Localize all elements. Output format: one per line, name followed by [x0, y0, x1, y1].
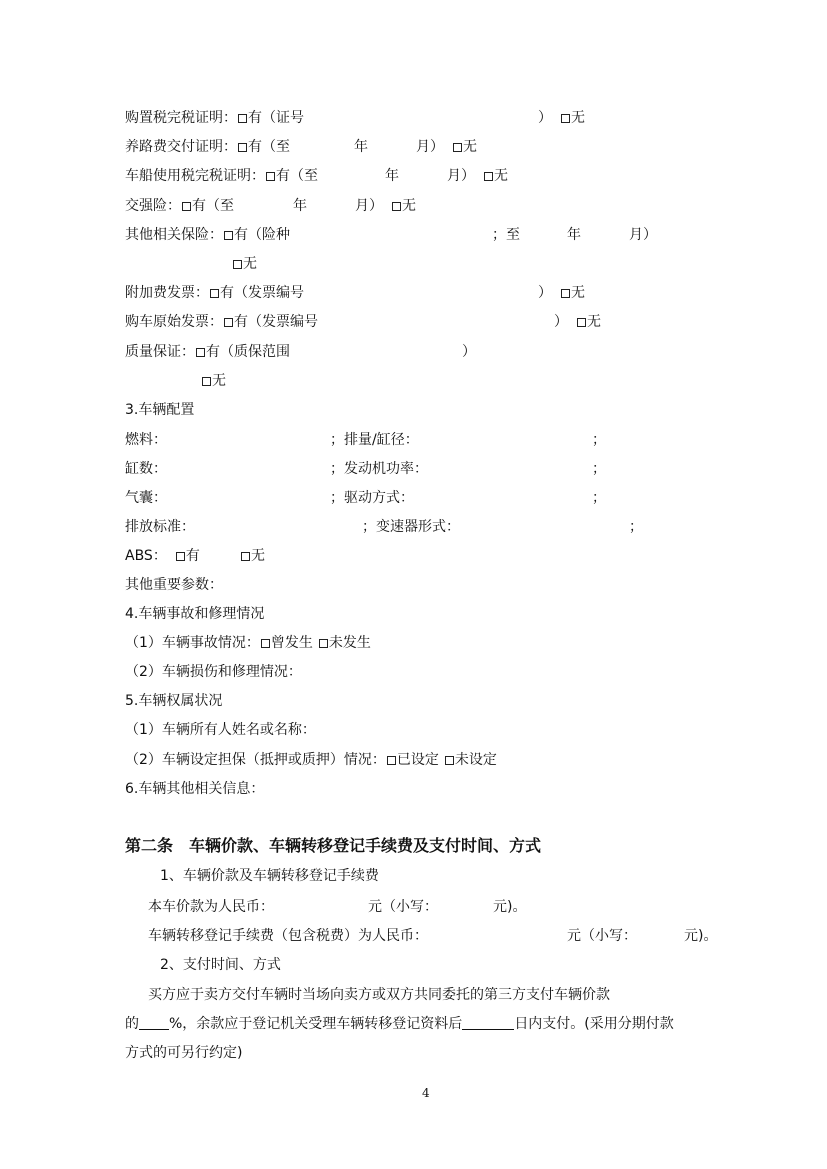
no-label: 无 — [402, 198, 416, 214]
compulsory-insurance-line — [125, 197, 234, 215]
yes-until: 有（至 — [192, 198, 234, 214]
cylinders-label: 缸数： — [125, 461, 167, 477]
purchase-tax-label: 购置税完税证明： — [125, 110, 237, 126]
displacement-field — [330, 431, 419, 449]
checkbox[interactable] — [261, 639, 270, 648]
semicolon: ； — [330, 461, 344, 477]
close-paren: ） — [538, 110, 552, 126]
text-segment: 的 — [125, 1016, 139, 1032]
yes-invoice-no: 有（发票编号 — [234, 314, 318, 330]
semicolon: ； — [330, 432, 344, 448]
semicolon: ； — [592, 490, 606, 506]
original-invoice-end — [554, 313, 601, 331]
checkbox[interactable] — [392, 202, 401, 211]
emission-label: 排放标准： — [125, 519, 195, 535]
set-label: 已设定 — [396, 752, 439, 768]
road-fee-line — [125, 138, 290, 156]
yes-type: 有（险种 — [234, 227, 290, 243]
semicolon: ； — [592, 432, 606, 448]
purchase-tax-end — [538, 109, 585, 127]
price-label: 本车价款为人民币： — [148, 899, 274, 915]
year-label: 年 — [354, 139, 368, 155]
guarantee-line — [125, 751, 497, 769]
vessel-tax-label: 车船使用税完税证明： — [125, 168, 265, 184]
yes-scope: 有（质保范围 — [206, 344, 290, 360]
checkbox[interactable] — [561, 114, 570, 123]
payment-paragraph-line2 — [125, 1015, 674, 1033]
purchase-tax-line — [125, 109, 304, 127]
no-label: 无 — [571, 110, 585, 126]
checkbox[interactable] — [224, 318, 233, 327]
airbag-label: 气囊： — [125, 490, 167, 506]
other-info-label: 6.车辆其他相关信息： — [125, 781, 265, 797]
checkbox[interactable] — [445, 756, 454, 765]
config-title: 3.车辆配置 — [125, 402, 195, 418]
no-label: 无 — [463, 139, 477, 155]
month-label: 月） — [447, 168, 475, 184]
no-label: 无 — [243, 256, 257, 272]
checkbox[interactable] — [577, 318, 586, 327]
price-yuan-end: 元)。 — [493, 899, 527, 915]
payment-paragraph-line1: 买方应于卖方交付车辆时当场向卖方或双方共同委托的第三方支付车辆价款 — [148, 987, 610, 1003]
accident-title: 4.车辆事故和修理情况 — [125, 606, 265, 622]
checkbox[interactable] — [241, 552, 250, 561]
close-paren: ） — [462, 344, 476, 360]
yes-until: 有（至 — [276, 168, 318, 184]
no-label: 无 — [494, 168, 508, 184]
subsection-1: 1、车辆价款及车辆转移登记手续费 — [160, 868, 379, 884]
abs-label: ABS： — [125, 548, 167, 564]
compulsory-insurance-label: 交强险： — [125, 198, 181, 214]
other-insurance-line — [125, 226, 290, 244]
gearbox-label: 变速器形式： — [376, 519, 460, 535]
accident-label: （1）车辆事故情况： — [125, 635, 260, 651]
power-label: 发动机功率： — [344, 461, 428, 477]
no-label: 无 — [251, 548, 265, 564]
other-insurance-label: 其他相关保险： — [125, 227, 223, 243]
yes-label: 有 — [185, 548, 200, 564]
semicolon: ； — [330, 490, 344, 506]
percent-blank[interactable] — [139, 1015, 169, 1030]
warranty-no — [201, 372, 226, 390]
drive-field — [330, 489, 414, 507]
checkbox[interactable] — [238, 143, 247, 152]
owner-name-label: （1）车辆所有人姓名或名称： — [125, 722, 316, 738]
no-label: 无 — [587, 314, 601, 330]
not-set-label: 未设定 — [454, 752, 497, 768]
checkbox[interactable] — [233, 260, 242, 269]
month-label: 月） — [355, 198, 383, 214]
until-label: ；至 — [492, 227, 520, 243]
year-label: 年 — [293, 198, 307, 214]
gearbox-field — [362, 518, 460, 536]
surcharge-invoice-end — [538, 284, 585, 302]
checkbox[interactable] — [210, 289, 219, 298]
article-2-heading: 第二条 车辆价款、车辆转移登记手续费及支付时间、方式 — [125, 836, 542, 855]
month-label: 月） — [416, 139, 444, 155]
year-label: 年 — [567, 227, 581, 243]
yes-until: 有（至 — [248, 139, 290, 155]
month-label: 月） — [629, 227, 657, 243]
vessel-tax-end — [447, 167, 508, 185]
vessel-tax-line — [125, 167, 318, 185]
compulsory-insurance-end — [355, 197, 416, 215]
text-segment: %，余款应于登记机关受理车辆转移登记资料后 — [169, 1016, 463, 1032]
checkbox[interactable] — [387, 756, 396, 765]
checkbox[interactable] — [319, 639, 328, 648]
fee-label: 车辆转移登记手续费（包含税费）为人民币： — [148, 928, 428, 944]
damage-repair-label: （2）车辆损伤和修理情况： — [125, 664, 302, 680]
other-params-label: 其他重要参数： — [125, 577, 223, 593]
occurred-label: 曾发生 — [270, 635, 313, 651]
price-lowercase-label: 元（小写： — [368, 899, 438, 915]
fee-yuan-end: 元)。 — [684, 928, 718, 944]
drive-label: 驱动方式： — [344, 490, 414, 506]
days-blank[interactable] — [462, 1015, 514, 1030]
fuel-label: 燃料： — [125, 432, 167, 448]
checkbox[interactable] — [176, 552, 185, 561]
year-label: 年 — [385, 168, 399, 184]
fee-lowercase-label: 元（小写： — [567, 928, 637, 944]
payment-paragraph-line3: 方式的可另行约定) — [125, 1045, 243, 1061]
checkbox[interactable] — [484, 172, 493, 181]
surcharge-invoice-line — [125, 284, 304, 302]
no-label: 无 — [571, 285, 585, 301]
warranty-label: 质量保证： — [125, 344, 195, 360]
checkbox[interactable] — [266, 172, 275, 181]
checkbox[interactable] — [561, 289, 570, 298]
checkbox[interactable] — [238, 114, 247, 123]
close-paren: ） — [554, 314, 568, 330]
subsection-2: 2、支付时间、方式 — [160, 957, 281, 973]
road-fee-label: 养路费交付证明： — [125, 139, 237, 155]
displacement-label: 排量/缸径： — [344, 432, 419, 448]
no-label: 无 — [212, 373, 226, 389]
original-invoice-label: 购车原始发票： — [125, 314, 223, 330]
semicolon: ； — [362, 519, 376, 535]
accident-line — [125, 634, 371, 652]
close-paren: ） — [538, 285, 552, 301]
checkbox[interactable] — [182, 202, 191, 211]
checkbox[interactable] — [224, 231, 233, 240]
semicolon: ； — [629, 519, 643, 535]
abs-line — [125, 547, 200, 565]
power-field — [330, 460, 428, 478]
road-fee-end — [416, 138, 477, 156]
checkbox[interactable] — [196, 348, 205, 357]
purchase-tax-yes: 有（证号 — [248, 110, 304, 126]
checkbox[interactable] — [202, 377, 211, 386]
not-occurred-label: 未发生 — [328, 635, 371, 651]
ownership-title: 5.车辆权属状况 — [125, 693, 223, 709]
yes-invoice-no: 有（发票编号 — [220, 285, 304, 301]
other-insurance-no — [232, 255, 257, 273]
warranty-line — [125, 343, 290, 361]
abs-no — [240, 547, 265, 565]
guarantee-label: （2）车辆设定担保（抵押或质押）情况： — [125, 752, 386, 768]
text-segment: 日内支付。(采用分期付款 — [514, 1016, 674, 1032]
original-invoice-line — [125, 313, 318, 331]
page-number: 4 — [422, 1086, 430, 1100]
semicolon: ； — [592, 461, 606, 477]
checkbox[interactable] — [453, 143, 462, 152]
surcharge-invoice-label: 附加费发票： — [125, 285, 209, 301]
